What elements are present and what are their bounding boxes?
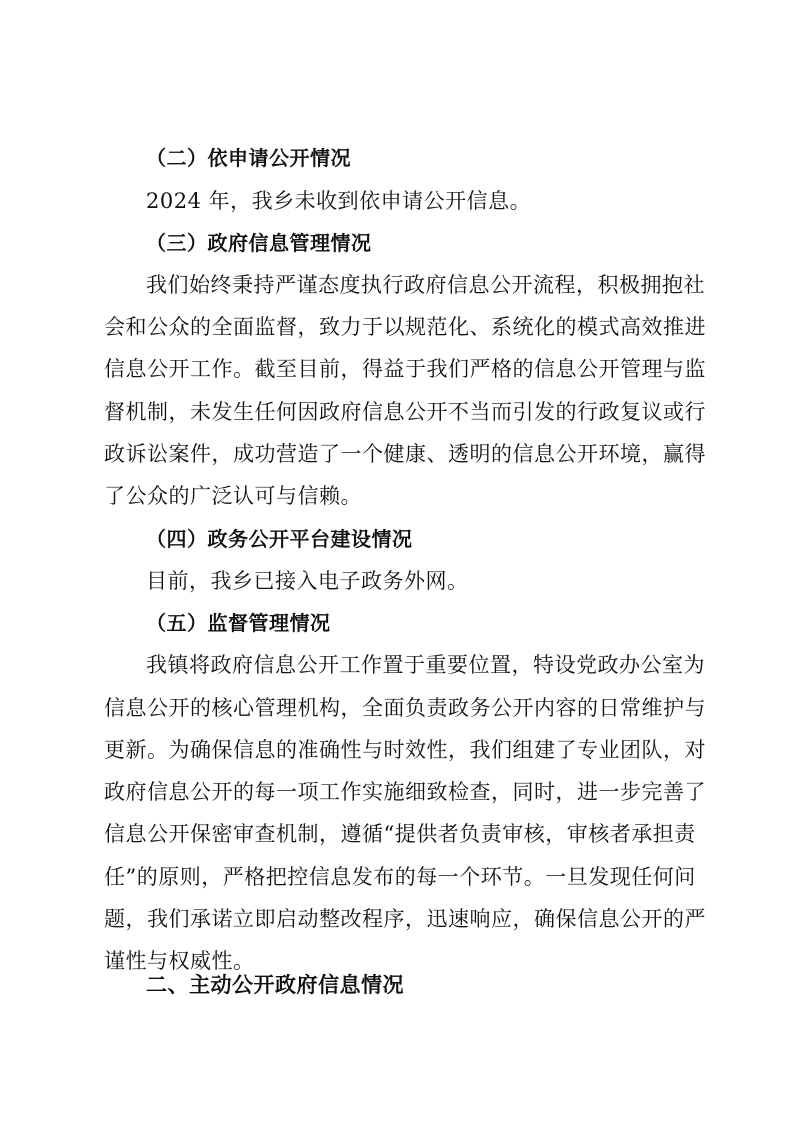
apply-text: 2024 年，我乡未收到依申请公开信息。	[146, 189, 532, 213]
mgmt-line-6: 了公众的广泛认可与信赖。	[104, 484, 362, 508]
supervision-line-6: 任”的原则，严格把控信息发布的每一个环节。一旦发现任何问	[104, 865, 696, 889]
supervision-heading: （五）监督管理情况	[146, 611, 331, 635]
mgmt-heading: （三）政府信息管理情况	[146, 231, 372, 255]
supervision-line-3: 更新。为确保信息的准确性与时效性，我们组建了专业团队，对	[104, 738, 706, 762]
platform-heading: （四）政务公开平台建设情况	[146, 527, 413, 551]
supervision-line-7: 题，我们承诺立即启动整改程序，迅速响应，确保信息公开的严	[104, 907, 706, 931]
mgmt-line-4: 督机制，未发生任何因政府信息公开不当而引发的行政复议或行	[104, 400, 706, 424]
supervision-line-1: 我镇将政府信息公开工作置于重要位置，特设党政办公室为	[146, 653, 705, 677]
section-2-heading: 二、主动公开政府信息情况	[146, 973, 404, 997]
mgmt-line-1: 我们始终秉持严谨态度执行政府信息公开流程，积极拥抱社	[146, 273, 705, 297]
supervision-line-8: 谨性与权威性。	[104, 949, 255, 973]
apply-heading: （二）依申请公开情况	[146, 146, 351, 170]
mgmt-line-2: 会和公众的全面监督，致力于以规范化、系统化的模式高效推进	[104, 315, 706, 339]
mgmt-line-5: 政诉讼案件，成功营造了一个健康、透明的信息公开环境，赢得	[104, 442, 706, 466]
supervision-line-5: 信息公开保密审查机制，遵循“提供者负责审核，审核者承担责	[104, 822, 696, 846]
mgmt-line-3: 信息公开工作。截至目前，得益于我们严格的信息公开管理与监	[104, 357, 706, 381]
supervision-line-2: 信息公开的核心管理机构，全面负责政务公开内容的日常维护与	[104, 696, 706, 720]
supervision-line-4: 政府信息公开的每一项工作实施细致检查，同时，进一步完善了	[104, 780, 706, 804]
platform-text: 目前，我乡已接入电子政务外网。	[146, 569, 469, 593]
